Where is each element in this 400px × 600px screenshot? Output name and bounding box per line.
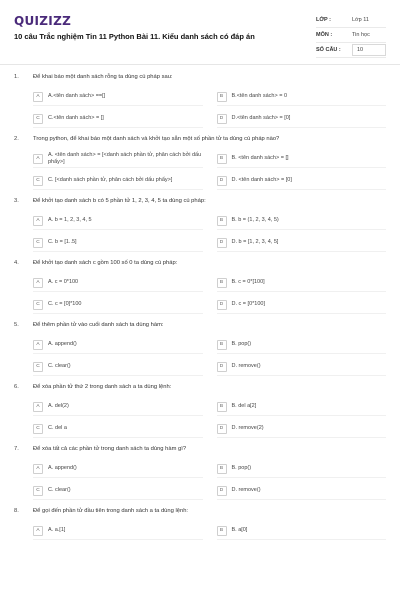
answer-option[interactable] [217, 420, 387, 438]
meta-label: SỐ CÂU : [316, 47, 341, 53]
answer-option[interactable] [33, 296, 203, 314]
option-text: D. remove() [231, 487, 261, 494]
option-text: A. b = 1, 2, 3, 4, 5 [48, 217, 92, 224]
question-item [0, 384, 400, 438]
answer-option[interactable] [33, 234, 203, 252]
option-letter-box: B [217, 340, 227, 350]
option-text: C. b = [1..5] [48, 239, 77, 246]
option-letter-box: C [33, 486, 43, 496]
answer-option[interactable] [33, 522, 203, 540]
option-text: A. del(2) [48, 403, 69, 410]
question-number: 7. [14, 446, 19, 452]
answer-options [0, 398, 400, 438]
answer-option[interactable] [217, 358, 387, 376]
question-item [0, 74, 400, 128]
question-line [0, 384, 400, 398]
option-letter-box: A [33, 278, 43, 288]
question-text: Để xóa phần tử thứ 2 trong danh sách a ta dùng lệnh: [33, 384, 172, 390]
question-text: Để xóa tất cả các phần tử trong danh sách ta dùng hàm gì? [33, 446, 187, 452]
option-text: B. pop() [231, 465, 252, 472]
option-text: A. append() [48, 465, 77, 472]
option-letter-box: A [33, 464, 43, 474]
option-text: B. c = 0*[100] [231, 279, 265, 286]
worksheet-header [0, 0, 400, 65]
answer-option[interactable] [217, 482, 387, 500]
meta-row [316, 43, 386, 58]
question-number: 8. [14, 508, 19, 514]
answer-option[interactable] [217, 460, 387, 478]
option-text: D. <tên danh sách> = [0] [231, 177, 292, 184]
question-item [0, 198, 400, 252]
meta-row [316, 28, 386, 43]
option-text: B. a[0] [231, 527, 248, 534]
question-item [0, 446, 400, 500]
question-number: 5. [14, 322, 19, 328]
question-number: 3. [14, 198, 19, 204]
answer-option[interactable] [33, 212, 203, 230]
quizizz-logo: QUIZIZZ [14, 14, 72, 28]
option-text: A.<tên danh sách> ==[] [48, 93, 106, 100]
option-text: A. <tên danh sách> = [<danh sách phần tử, phân cách bởi dấu phẩy>] [48, 151, 202, 165]
question-text: Để gọi đến phần tử đầu tiên trong danh sách a ta dùng lệnh: [33, 508, 189, 514]
option-text: D. c = [0*100] [231, 301, 265, 308]
question-line [0, 322, 400, 336]
answer-options [0, 88, 400, 128]
question-item [0, 136, 400, 190]
answer-option[interactable] [217, 212, 387, 230]
question-line [0, 446, 400, 460]
answer-option[interactable] [217, 234, 387, 252]
question-item [0, 260, 400, 314]
question-line [0, 198, 400, 212]
option-letter-box: C [33, 176, 43, 186]
option-text: C.<tên danh sách> = [] [48, 115, 104, 122]
meta-value: 10 [352, 44, 386, 56]
option-letter-box: B [217, 216, 227, 226]
question-number: 6. [14, 384, 19, 390]
answer-option[interactable] [33, 420, 203, 438]
meta-label: MÔN : [316, 32, 333, 38]
answer-option[interactable] [33, 110, 203, 128]
option-text: D. remove(2) [231, 425, 264, 432]
answer-options [0, 150, 400, 190]
question-text: Để khởi tạo danh sách c gồm 100 số 0 ta dùng cú pháp: [33, 260, 178, 266]
option-letter-box: D [217, 238, 227, 248]
answer-option[interactable] [33, 150, 203, 168]
option-letter-box: C [33, 300, 43, 310]
answer-option[interactable] [217, 522, 387, 540]
option-text: B. b = (1, 2, 3, 4, 5) [231, 217, 279, 224]
question-item [0, 322, 400, 376]
answer-option[interactable] [217, 172, 387, 190]
answer-options [0, 460, 400, 500]
option-text: A. c = 0*100 [48, 279, 79, 286]
answer-options [0, 212, 400, 252]
option-text: D. remove() [231, 363, 261, 370]
option-text: C. clear() [48, 487, 71, 494]
meta-panel [316, 13, 386, 58]
option-letter-box: C [33, 238, 43, 248]
option-letter-box: A [33, 154, 43, 164]
option-letter-box: A [33, 402, 43, 412]
meta-value: Tin học [352, 32, 370, 38]
option-letter-box: A [33, 340, 43, 350]
question-item [0, 508, 400, 540]
option-text: B. del a[2] [231, 403, 257, 410]
answer-option[interactable] [33, 274, 203, 292]
option-letter-box: B [217, 92, 227, 102]
answer-option[interactable] [33, 172, 203, 190]
option-letter-box: A [33, 216, 43, 226]
question-line [0, 74, 400, 88]
worksheet-title: 10 câu Trắc nghiệm Tin 11 Python Bài 11. Kiểu danh sách có đáp án [14, 32, 255, 41]
option-letter-box: C [33, 424, 43, 434]
question-line [0, 260, 400, 274]
answer-options [0, 522, 400, 540]
option-letter-box: B [217, 402, 227, 412]
answer-option[interactable] [217, 150, 387, 168]
option-letter-box: C [33, 114, 43, 124]
meta-row [316, 13, 386, 28]
meta-label: LỚP : [316, 17, 331, 23]
question-number: 4. [14, 260, 19, 266]
answer-option[interactable] [33, 460, 203, 478]
question-list [0, 74, 400, 548]
question-text: Trong python, để khai báo một danh sách và khởi tạo sẵn một số phần tử ta dùng cú pháp nào? [33, 136, 280, 142]
question-number: 1. [14, 74, 19, 80]
option-text: C. del a [48, 425, 67, 432]
option-text: C. [<danh sách phần tử, phân cách bởi dấu phẩy>] [48, 177, 173, 184]
question-text: Để khai báo một danh sách rỗng ta dùng cú pháp sau: [33, 74, 173, 80]
question-line [0, 508, 400, 522]
option-letter-box: B [217, 154, 227, 164]
answer-option[interactable] [33, 336, 203, 354]
option-text: B. pop() [231, 341, 252, 348]
option-text: A. a.[1] [48, 527, 66, 534]
answer-option[interactable] [217, 398, 387, 416]
question-text: Để khởi tạo danh sách b có 5 phần tử 1, 2, 3, 4, 5 ta dùng cú pháp: [33, 198, 206, 204]
option-letter-box: A [33, 92, 43, 102]
option-text: B. <tên danh sách> = [] [231, 155, 289, 162]
option-text: D.<tên danh sách> = [0] [231, 115, 291, 122]
question-text: Để thêm phần tử vào cuối danh sách ta dùng hàm: [33, 322, 164, 328]
question-line [0, 136, 400, 150]
option-text: C. c = [0]*100 [48, 301, 82, 308]
option-letter-box: D [217, 362, 227, 372]
option-text: B.<tên danh sách> = 0 [231, 93, 288, 100]
option-text: A. append() [48, 341, 77, 348]
option-letter-box: C [33, 362, 43, 372]
option-letter-box: B [217, 464, 227, 474]
option-text: D. b = [1, 2, 3, 4, 5] [231, 239, 279, 246]
answer-option[interactable] [33, 482, 203, 500]
answer-option[interactable] [217, 296, 387, 314]
option-text: C. clear() [48, 363, 71, 370]
answer-options [0, 336, 400, 376]
option-letter-box: D [217, 176, 227, 186]
answer-option[interactable] [33, 358, 203, 376]
option-letter-box: D [217, 486, 227, 496]
answer-option[interactable] [217, 274, 387, 292]
option-letter-box: D [217, 114, 227, 124]
answer-option[interactable] [217, 88, 387, 106]
answer-option[interactable] [33, 88, 203, 106]
answer-option[interactable] [33, 398, 203, 416]
meta-value: Lớp 11 [352, 17, 369, 23]
answer-option[interactable] [217, 336, 387, 354]
option-letter-box: A [33, 526, 43, 536]
option-letter-box: B [217, 526, 227, 536]
option-letter-box: D [217, 300, 227, 310]
answer-option[interactable] [217, 110, 387, 128]
option-letter-box: B [217, 278, 227, 288]
option-letter-box: D [217, 424, 227, 434]
answer-options [0, 274, 400, 314]
question-number: 2. [14, 136, 19, 142]
